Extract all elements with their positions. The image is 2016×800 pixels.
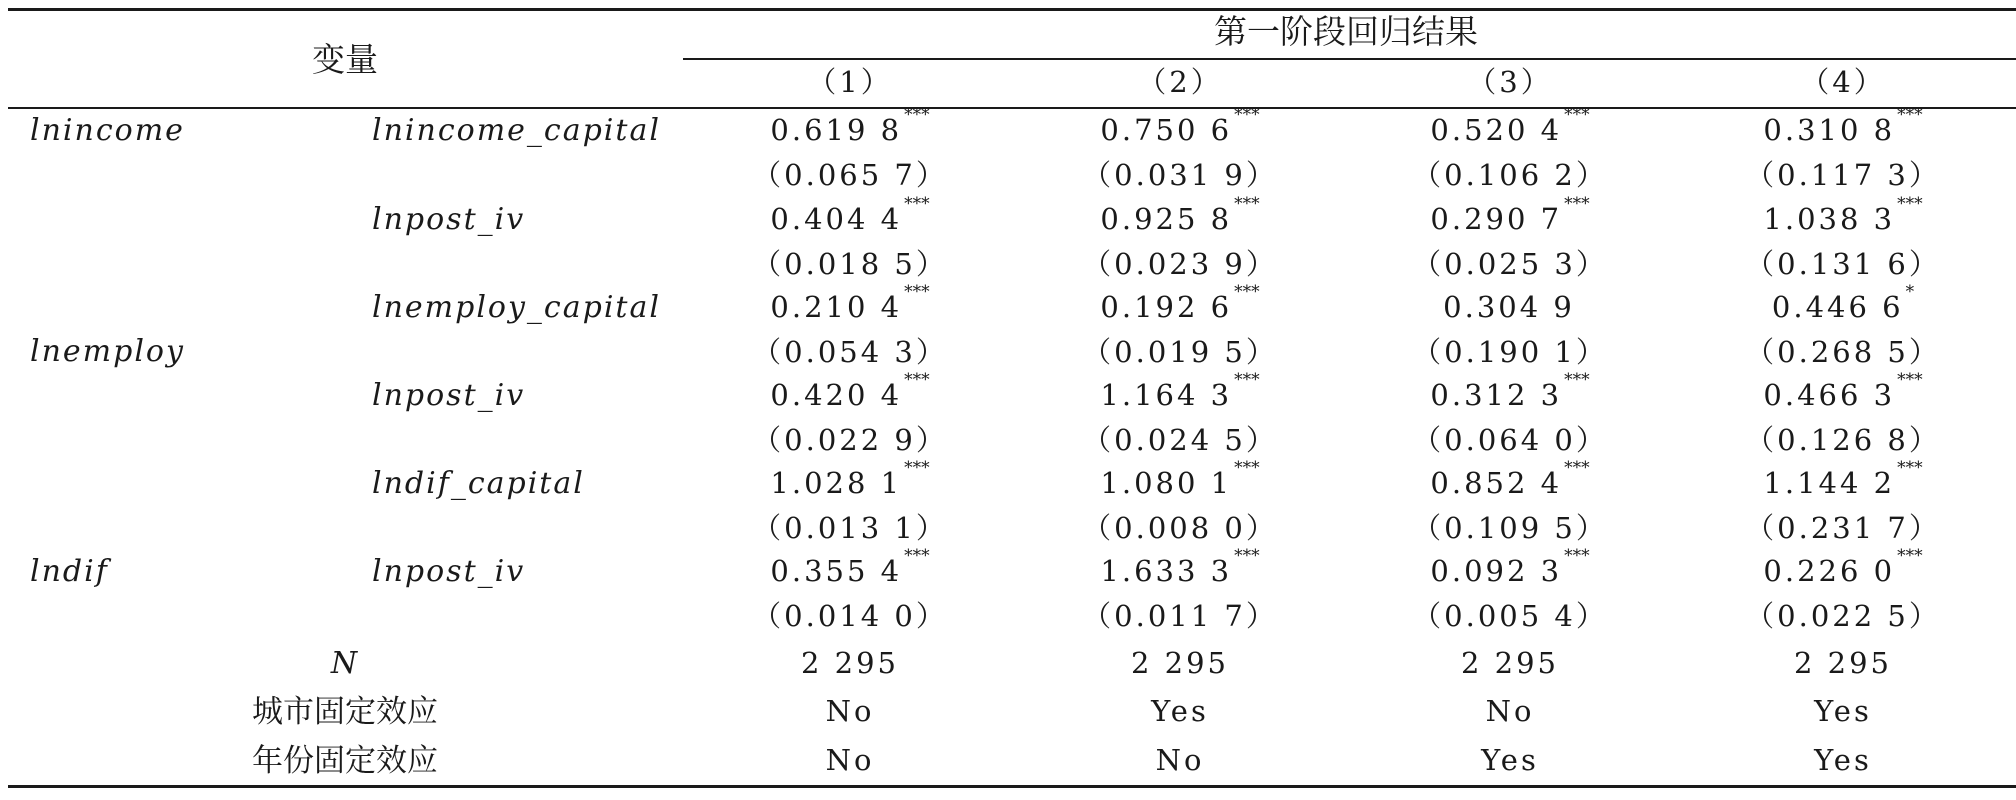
fixed-effect-label: 城市固定效应 [252,694,438,730]
footer-value-cell: No [1485,694,1535,728]
significance-stars: *** [1234,105,1260,125]
column-header-3: （3） [1467,65,1553,99]
inner-variable-label: lnpost_iv [372,554,526,589]
standard-error-cell: （0.106 2） [1412,158,1608,192]
standard-error-cell: （0.131 6） [1745,247,1941,281]
significance-stars: *** [1897,458,1923,478]
coefficient-value: 0.466 3 [1763,378,1896,412]
standard-error-cell: （0.014 0） [752,599,948,633]
coefficient-cell [770,458,930,500]
standard-error-cell: （0.013 1） [752,511,948,545]
standard-error-cell: （0.022 5） [1745,599,1941,633]
footer-value-cell: No [825,743,875,777]
footer-value-cell: Yes [1814,743,1872,777]
footer-value-cell: No [825,694,875,728]
coefficient-cell [1100,282,1260,324]
standard-error-cell: （0.268 5） [1745,335,1941,369]
header-rule [8,107,2016,109]
coefficient-cell [1100,105,1260,147]
group-rule [683,58,2016,60]
coefficient-cell [1100,370,1260,412]
significance-stars: *** [1234,194,1260,214]
coefficient-value: 0.226 0 [1763,554,1896,588]
standard-error-cell: （0.109 5） [1412,511,1608,545]
bottom-rule [8,785,2016,788]
footer-value-cell: 2 295 [1130,646,1230,680]
significance-stars: *** [1234,546,1260,566]
coefficient-value: 0.310 8 [1763,113,1896,147]
outer-variable-label: lnemploy [30,334,185,369]
standard-error-cell: （0.008 0） [1082,511,1278,545]
coefficient-value: 1.144 2 [1763,466,1896,500]
footer-value-cell: Yes [1151,694,1209,728]
standard-error-cell: （0.005 4） [1412,599,1608,633]
standard-error-cell: （0.018 5） [752,247,948,281]
significance-stars: *** [1234,370,1260,390]
significance-stars: *** [1564,370,1590,390]
standard-error-cell: （0.022 9） [752,423,948,457]
inner-variable-label: lnpost_iv [372,378,526,413]
top-rule [8,8,2016,11]
coefficient-cell [1763,105,1923,147]
inner-variable-label: lnincome_capital [372,113,661,148]
variable-header: 变量 [312,40,378,79]
inner-variable-label: lnpost_iv [372,202,526,237]
coefficient-value: 1.080 1 [1100,466,1233,500]
coefficient-value: 0.192 6 [1100,290,1233,324]
significance-stars: *** [904,546,930,566]
standard-error-cell: （0.025 3） [1412,247,1608,281]
footer-value-cell: 2 295 [800,646,900,680]
significance-stars: *** [904,458,930,478]
coefficient-value: 0.446 6 [1771,290,1904,324]
significance-stars: *** [1897,105,1923,125]
significance-stars: *** [1564,458,1590,478]
coefficient-value: 0.312 3 [1430,378,1563,412]
coefficient-value: 0.210 4 [770,290,903,324]
significance-stars: *** [1897,546,1923,566]
fixed-effect-label: 年份固定效应 [252,743,438,779]
standard-error-cell: （0.011 7） [1082,599,1278,633]
coefficient-cell [1430,194,1590,236]
coefficient-value: 0.619 8 [770,113,903,147]
coefficient-value: 1.633 3 [1100,554,1233,588]
significance-stars: *** [904,105,930,125]
coefficient-value: 0.092 3 [1430,554,1563,588]
coefficient-cell [770,546,930,588]
coefficient-cell [770,105,930,147]
column-header-2: （2） [1137,65,1223,99]
column-header-4: （4） [1800,65,1886,99]
standard-error-cell: （0.126 8） [1745,423,1941,457]
standard-error-cell: （0.023 9） [1082,247,1278,281]
column-header-1: （1） [807,65,893,99]
coefficient-value: 0.355 4 [770,554,903,588]
footer-value-cell: No [1155,743,1205,777]
coefficient-value: 1.028 1 [770,466,903,500]
standard-error-cell: （0.054 3） [752,335,948,369]
standard-error-cell: （0.031 9） [1082,158,1278,192]
coefficient-cell [1763,458,1923,500]
coefficient-cell [1763,194,1923,236]
significance-stars: *** [1234,458,1260,478]
coefficient-value: 0.925 8 [1100,202,1233,236]
inner-variable-label: lndif_capital [372,466,585,501]
coefficient-value: 0.750 6 [1100,113,1233,147]
coefficient-cell [770,370,930,412]
coefficient-cell [1430,105,1590,147]
coefficient-cell [1763,370,1923,412]
significance-stars: *** [904,370,930,390]
footer-value-cell: 2 295 [1460,646,1560,680]
footer-value-cell: 2 295 [1793,646,1893,680]
coefficient-value: 0.290 7 [1430,202,1563,236]
significance-stars: *** [1564,546,1590,566]
significance-stars: *** [1234,282,1260,302]
coefficient-cell [1430,546,1590,588]
coefficient-cell [770,282,930,324]
coefficient-cell [1100,546,1260,588]
standard-error-cell: （0.064 0） [1412,423,1608,457]
standard-error-cell: （0.024 5） [1082,423,1278,457]
coefficient-value: 1.164 3 [1100,378,1233,412]
coefficient-value: 0.304 9 [1443,290,1575,324]
significance-stars: *** [1564,105,1590,125]
outer-variable-label: lndif [30,554,109,589]
coefficient-cell [770,194,930,236]
significance-stars: *** [1564,194,1590,214]
coefficient-cell [1771,282,1915,324]
outer-variable-label: lnincome [30,113,185,148]
footer-value-cell: Yes [1481,743,1539,777]
significance-stars: *** [904,194,930,214]
standard-error-cell: （0.190 1） [1412,335,1608,369]
first-stage-header: 第一阶段回归结果 [1214,12,1478,51]
standard-error-cell: （0.019 5） [1082,335,1278,369]
significance-stars: * [1905,282,1915,302]
coefficient-value: 1.038 3 [1763,202,1896,236]
significance-stars: *** [1897,194,1923,214]
coefficient-cell [1430,458,1590,500]
coefficient-value: 0.852 4 [1430,466,1563,500]
coefficient-value: 0.404 4 [770,202,903,236]
standard-error-cell: （0.065 7） [752,158,948,192]
coefficient-cell [1763,546,1923,588]
coefficient-cell [1100,194,1260,236]
significance-stars: *** [1897,370,1923,390]
coefficient-cell [1100,458,1260,500]
coefficient-cell [1430,370,1590,412]
observations-label: N [330,646,360,681]
coefficient-cell [1443,290,1577,324]
significance-stars: *** [904,282,930,302]
standard-error-cell: （0.117 3） [1745,158,1941,192]
inner-variable-label: lnemploy_capital [372,290,661,325]
footer-value-cell: Yes [1814,694,1872,728]
standard-error-cell: （0.231 7） [1745,511,1941,545]
coefficient-value: 0.420 4 [770,378,903,412]
coefficient-value: 0.520 4 [1430,113,1563,147]
